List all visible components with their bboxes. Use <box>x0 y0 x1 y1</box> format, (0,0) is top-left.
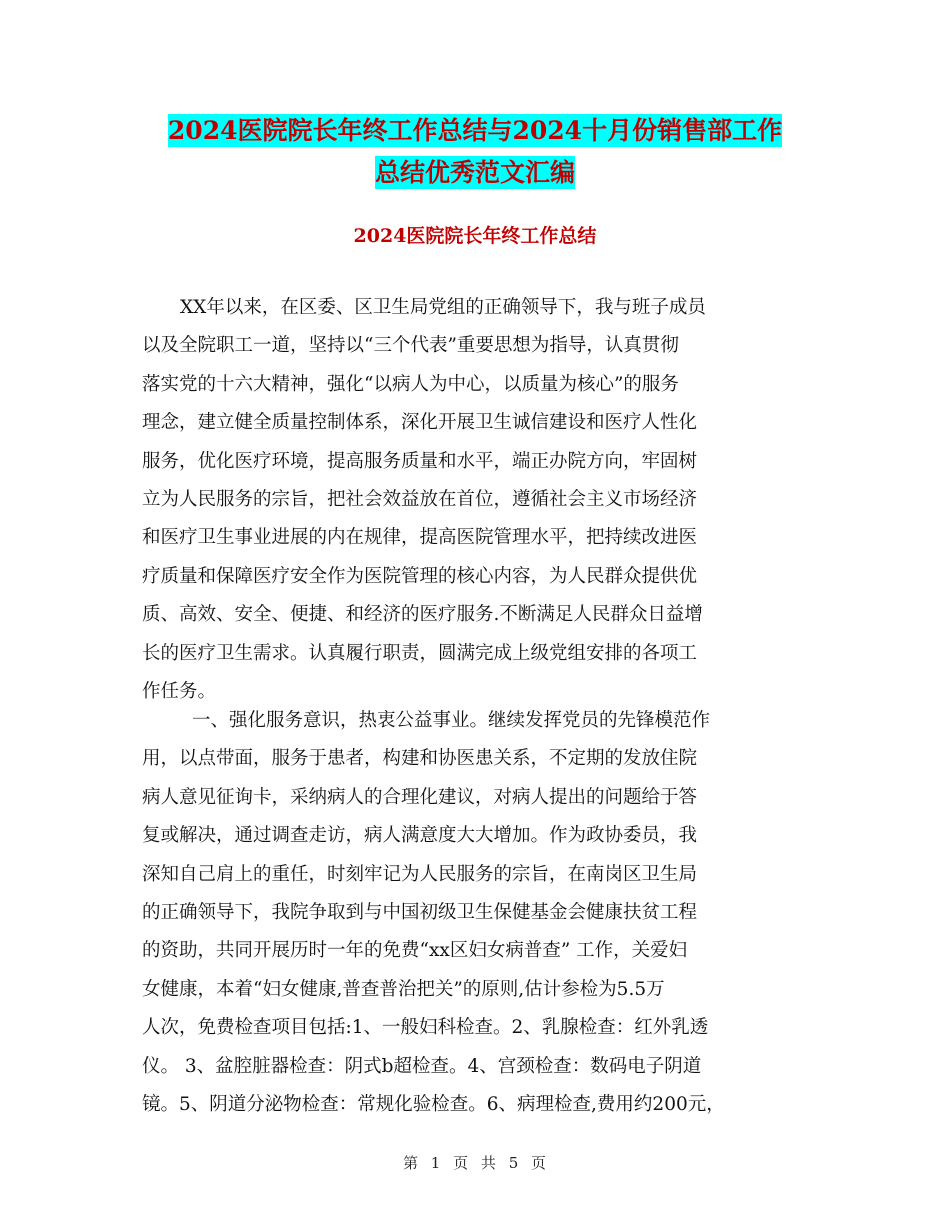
paragraph-line: 仪。 3、盆腔脏器检查：阴式b超检查。4、宫颈检查：数码电子阴道 <box>142 1055 702 1077</box>
paragraph-line: 疗质量和保障医疗安全作为医院管理的核心内容，为人民群众提供优 <box>142 565 698 587</box>
paragraph-line: 作任务。 <box>142 680 217 702</box>
paragraph-line: 理念，建立健全质量控制体系，深化开展卫生诚信建设和医疗人性化 <box>142 412 698 434</box>
paragraph-1 <box>142 289 810 711</box>
paragraph-line: 的资助，共同开展历时一年的免费“xx区妇女病普查” 工作，关爱妇 <box>142 940 688 962</box>
footer-total-prefix: 共 <box>480 1154 497 1172</box>
document-title-line1 <box>0 114 950 148</box>
paragraph-line: 和医疗卫生事业进展的内在规律，提高医院管理水平，把持续改进医 <box>142 527 698 549</box>
footer-prefix: 第 <box>402 1154 419 1172</box>
paragraph-line: 镜。5、阴道分泌物检查：常规化验检查。6、病理检查,费用约200元， <box>142 1093 725 1115</box>
title-highlight-2: 总结优秀范文汇编 <box>374 158 575 187</box>
paragraph-line: 的正确领导下，我院争取到与中国初级卫生保健基金会健康扶贫工程 <box>142 901 698 923</box>
paragraph-line: 立为人民服务的宗旨，把社会效益放在首位，遵循社会主义市场经济 <box>142 488 698 510</box>
paragraph-line: 病人意见征询卡，采纳病人的合理化建议，对病人提出的问题给于答 <box>142 786 698 808</box>
footer-suffix: 页 <box>531 1154 548 1172</box>
paragraph-line: 服务，优化医疗环境，提高服务质量和水平，端正办院方向，牢固树 <box>142 450 698 472</box>
paragraph-line: 以及全院职工一道，坚持以“三个代表”重要思想为指导，认真贯彻 <box>142 335 679 357</box>
document-title-line2 <box>0 156 950 190</box>
paragraph-line: 用，以点带面，服务于患者，构建和协医患关系，不定期的发放住院 <box>142 748 698 770</box>
footer-current-page: 1 <box>430 1154 442 1172</box>
footer-total-pages: 5 <box>508 1154 520 1172</box>
paragraph-line: 复或解决，通过调查走访，病人满意度大大增加。作为政协委员，我 <box>142 825 698 847</box>
paragraph-line: 质、高效、安全、便捷、和经济的医疗服务.不断满足人民群众日益增 <box>142 604 703 626</box>
title-highlight-1: 2024医院院长年终工作总结与2024十月份销售部工作 <box>167 116 783 145</box>
paragraph-line: 女健康，本着“妇女健康,普查普治把关”的原则,估计参检为5.5万 <box>142 978 665 1000</box>
paragraph-line: 一、强化服务意识，热衷公益事业。继续发挥党员的先锋模范作 <box>192 710 711 731</box>
section-title: 2024医院院长年终工作总结 <box>353 225 597 247</box>
paragraph-2 <box>142 702 810 1124</box>
paragraph-line: 长的医疗卫生需求。认真履行职责，圆满完成上级党组安排的各项工 <box>142 642 698 664</box>
paragraph-line: 落实党的十六大精神，强化“以病人为中心，以质量为核心”的服务 <box>142 373 679 395</box>
page-footer <box>0 1152 950 1173</box>
footer-page-word: 页 <box>453 1154 470 1172</box>
paragraph-line: 深知自己肩上的重任，时刻牢记为人民服务的宗旨，在南岗区卫生局 <box>142 863 698 885</box>
paragraph-line: 人次，免费检查项目包括:1、一般妇科检查。2、乳腺检查：红外乳透 <box>142 1017 709 1039</box>
paragraph-line: XX年以来，在区委、区卫生局党组的正确领导下，我与班子成员 <box>180 297 706 318</box>
